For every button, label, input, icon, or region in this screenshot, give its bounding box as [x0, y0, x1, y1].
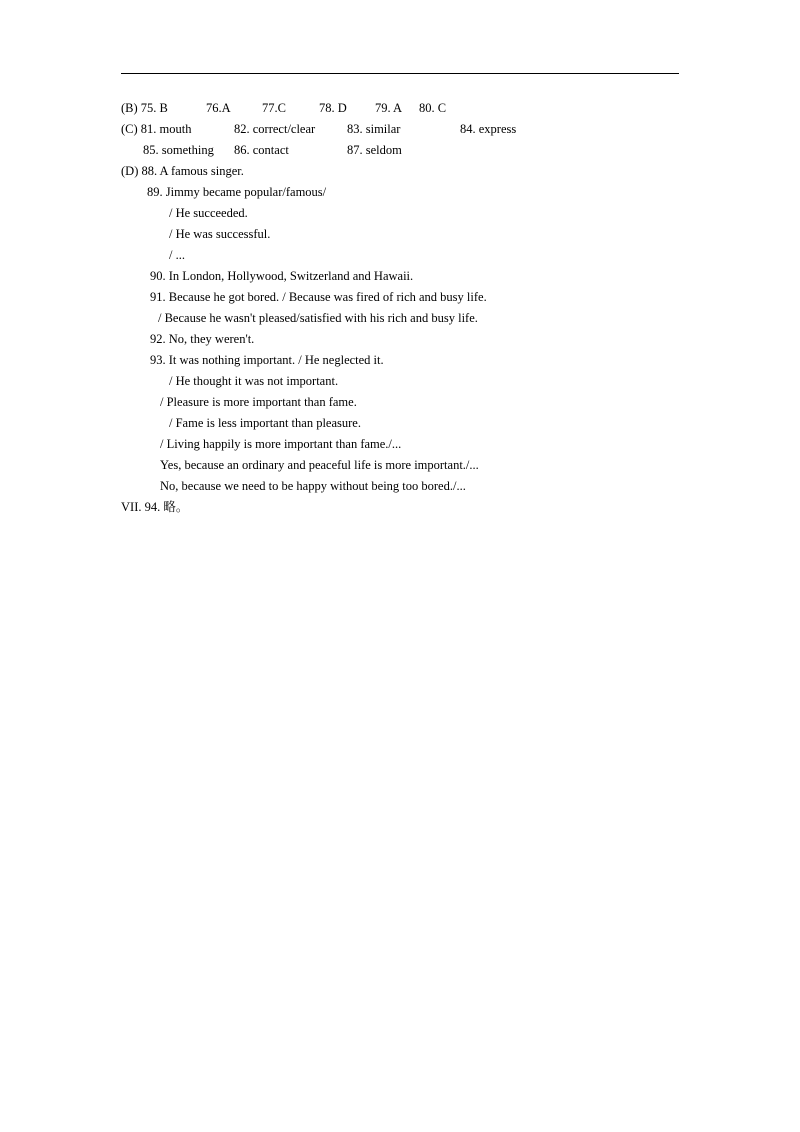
answer-93-line-5: / Living happily is more important than fame./... — [160, 437, 402, 451]
header-rule — [121, 73, 679, 74]
answer-93-line-3: / Pleasure is more important than fame. — [160, 395, 357, 409]
answer-89-line-3: / He was successful. — [169, 227, 271, 241]
section-vii-answer-94: VII. 94. 略。 — [121, 500, 189, 514]
answer-82: 82. correct/clear — [234, 122, 316, 136]
answer-90: 90. In London, Hollywood, Switzerland and Hawaii. — [150, 269, 414, 283]
answer-93-line-7: No, because we need to be happy without being too bored./... — [160, 479, 466, 493]
answer-84: 84. express — [460, 122, 517, 136]
answer-76: 76.A — [206, 101, 231, 115]
answer-83: 83. similar — [347, 122, 401, 136]
answer-93-line-2: / He thought it was not important. — [169, 374, 339, 388]
answer-85: 85. something — [143, 143, 214, 157]
answer-93-line-1: 93. It was nothing important. / He neglected it. — [150, 353, 384, 367]
answer-92: 92. No, they weren't. — [150, 332, 255, 346]
answer-91-line-2: / Because he wasn't pleased/satisfied with his rich and busy life. — [158, 311, 478, 325]
answer-77: 77.C — [262, 101, 286, 115]
answer-89-line-1: 89. Jimmy became popular/famous/ — [147, 185, 327, 199]
answer-93-line-6: Yes, because an ordinary and peaceful life is more important./... — [160, 458, 479, 472]
answer-79: 79. A — [375, 101, 403, 115]
answer-89-line-2: / He succeeded. — [169, 206, 248, 220]
answer-80: 80. C — [419, 101, 447, 115]
answer-87: 87. seldom — [347, 143, 402, 157]
answer-93-line-4: / Fame is less important than pleasure. — [169, 416, 361, 430]
answer-88: (D) 88. A famous singer. — [121, 164, 244, 178]
answer-89-line-4: / ... — [169, 248, 185, 262]
section-c-first-answer: (C) 81. mouth — [121, 122, 192, 136]
answer-86: 86. contact — [234, 143, 289, 157]
answer-78: 78. D — [319, 101, 347, 115]
answer-91-line-1: 91. Because he got bored. / Because was fired of rich and busy life. — [150, 290, 487, 304]
section-b-first-answer: (B) 75. B — [121, 101, 168, 115]
